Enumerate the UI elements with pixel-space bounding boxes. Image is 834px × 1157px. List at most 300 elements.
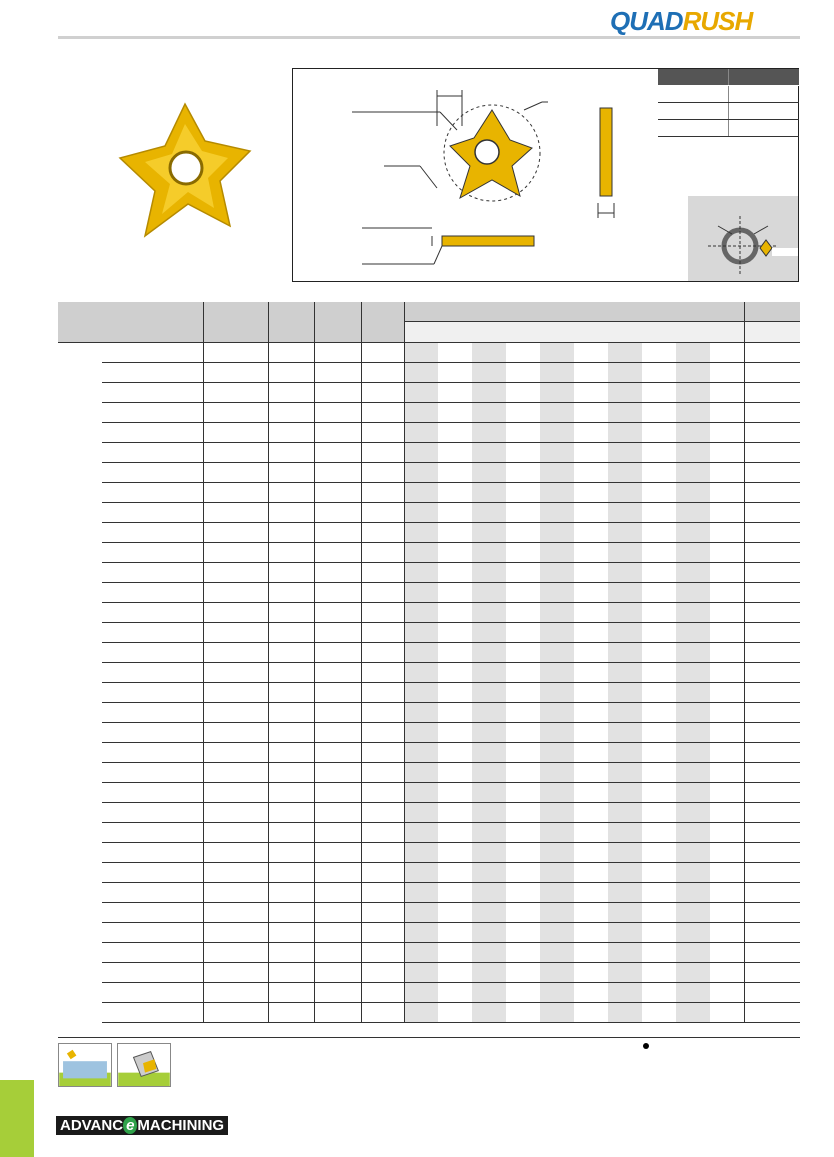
table-cell [574,503,608,523]
table-cell [314,703,361,723]
table-cell [58,863,102,883]
table-cell [102,623,203,643]
table-cell [608,943,642,963]
table-cell [102,563,203,583]
table-cell [676,783,710,803]
table-cell [744,1003,800,1023]
table-row [58,703,800,723]
table-cell [710,863,744,883]
table-cell [608,403,642,423]
table-cell [676,503,710,523]
table-cell [58,923,102,943]
table-cell [404,903,438,923]
table-row [58,903,800,923]
table-cell [361,483,404,503]
table-cell [574,763,608,783]
table-cell [608,883,642,903]
table-cell [58,843,102,863]
table-cell [361,923,404,943]
table-cell [102,443,203,463]
table-row [58,863,800,883]
table-cell [472,763,506,783]
table-cell [506,503,540,523]
table-cell [608,443,642,463]
table-cell [203,743,268,763]
grade-subheader [404,322,744,343]
table-cell [268,503,314,523]
table-cell [58,823,102,843]
table-cell [102,723,203,743]
table-cell [203,763,268,783]
table-cell [642,923,676,943]
table-cell [361,703,404,723]
table-cell [268,423,314,443]
table-cell [710,663,744,683]
table-cell [404,843,438,863]
table-cell [710,683,744,703]
table-cell [472,383,506,403]
table-cell [102,923,203,943]
table-cell [574,423,608,443]
table-cell [540,803,574,823]
table-cell [472,803,506,823]
table-cell [314,883,361,903]
table-cell [710,403,744,423]
table-cell [540,783,574,803]
table-cell [676,923,710,943]
table-cell [744,783,800,803]
table-cell [438,443,472,463]
table-cell [472,923,506,943]
table-cell [540,583,574,603]
table-cell [361,443,404,463]
table-cell [268,883,314,903]
table-cell [203,363,268,383]
table-row [58,923,800,943]
table-cell [438,823,472,843]
table-cell [404,483,438,503]
table-cell [642,843,676,863]
table-cell [472,663,506,683]
table-cell [608,423,642,443]
table-cell [268,643,314,663]
table-cell [540,743,574,763]
table-cell [608,823,642,843]
table-cell [472,783,506,803]
table-cell [744,443,800,463]
table-cell [744,723,800,743]
table-cell [710,623,744,643]
table-cell [676,963,710,983]
table-cell [58,403,102,423]
table-cell [506,623,540,643]
table-cell [314,583,361,603]
table-cell [744,603,800,623]
table-cell [472,883,506,903]
table-cell [608,1003,642,1023]
table-cell [540,363,574,383]
table-cell [438,683,472,703]
table-cell [203,663,268,683]
table-cell [676,383,710,403]
table-cell [404,463,438,483]
table-cell [676,763,710,783]
table-row [58,523,800,543]
table-cell [574,903,608,923]
table-cell [102,703,203,723]
table-cell [472,423,506,443]
table-cell [58,363,102,383]
table-cell [203,903,268,923]
table-cell [540,423,574,443]
table-cell [438,503,472,523]
table-cell [438,463,472,483]
table-cell [676,843,710,863]
table-cell [574,583,608,603]
table-cell [540,483,574,503]
table-cell [404,443,438,463]
table-cell [268,403,314,423]
table-cell [314,683,361,703]
table-cell [314,343,361,363]
table-cell [203,963,268,983]
table-cell [404,543,438,563]
table-cell [710,343,744,363]
spec-table-header-row [658,69,799,86]
table-cell [404,643,438,663]
table-cell [574,403,608,423]
table-cell [574,383,608,403]
table-cell [314,603,361,623]
table-cell [608,963,642,983]
table-cell [404,503,438,523]
table-cell [203,643,268,663]
table-row [58,683,800,703]
table-cell [472,943,506,963]
table-cell [361,523,404,543]
advance-machining-logo: ADVANC e MACHINING [56,1116,228,1135]
table-cell [744,843,800,863]
table-cell [506,823,540,843]
table-cell [642,823,676,843]
spec-table-cell [658,69,729,86]
table-cell [540,1003,574,1023]
table-cell [710,883,744,903]
table-cell [506,483,540,503]
table-cell [608,463,642,483]
table-cell [710,763,744,783]
table-cell [268,443,314,463]
table-cell [744,963,800,983]
table-cell [642,663,676,683]
table-cell [574,463,608,483]
table-cell [361,903,404,923]
table-cell [540,503,574,523]
table-cell [361,1003,404,1023]
table-cell [710,643,744,663]
table-cell [58,1003,102,1023]
table-cell [540,683,574,703]
table-row [58,943,800,963]
table-cell [540,763,574,783]
table-cell [361,763,404,783]
table-cell [608,743,642,763]
table-row [58,823,800,843]
table-cell [506,423,540,443]
table-row [58,563,800,583]
table-cell [676,423,710,443]
table-cell [506,663,540,683]
table-cell [314,943,361,963]
table-cell [438,383,472,403]
table-cell [676,663,710,683]
table-cell [710,543,744,563]
table-cell [314,903,361,923]
table-cell [404,943,438,963]
insert-product-photo [110,96,260,241]
table-row [58,963,800,983]
table-cell [710,603,744,623]
table-cell [608,683,642,703]
table-cell [710,803,744,823]
table-cell [58,583,102,603]
table-cell [676,983,710,1003]
table-cell [744,983,800,1003]
table-cell [58,963,102,983]
table-cell [540,963,574,983]
table-cell [314,743,361,763]
table-cell [608,663,642,683]
table-cell [676,1003,710,1023]
table-cell [438,983,472,1003]
table-cell [608,543,642,563]
table-row [58,503,800,523]
table-cell [268,1003,314,1023]
table-cell [574,443,608,463]
table-cell [744,423,800,443]
table-cell [314,983,361,1003]
table-cell [203,423,268,443]
table-cell [642,563,676,583]
table-cell [744,943,800,963]
table-cell [676,903,710,923]
table-cell [361,603,404,623]
table-cell [540,543,574,563]
table-cell [744,663,800,683]
table-cell [102,943,203,963]
table-cell [438,343,472,363]
table-cell [203,983,268,1003]
table-cell [404,803,438,823]
table-cell [744,623,800,643]
table-cell [710,703,744,723]
table-cell [574,823,608,843]
table-cell [404,683,438,703]
table-cell [642,723,676,743]
table-cell [472,503,506,523]
table-cell [314,443,361,463]
table-cell [574,943,608,963]
table-cell [744,763,800,783]
table-cell [361,963,404,983]
table-cell [676,563,710,583]
table-cell [608,863,642,883]
table-row [58,383,800,403]
table-cell [268,903,314,923]
table-cell [472,403,506,423]
table-cell [608,783,642,803]
table-cell [268,683,314,703]
table-cell [642,743,676,763]
table-cell [102,343,203,363]
header-divider [58,36,800,39]
table-cell [642,903,676,923]
table-cell [438,863,472,883]
table-cell [438,783,472,803]
table-cell [540,443,574,463]
table-cell [102,683,203,703]
table-cell [361,423,404,443]
table-cell [438,483,472,503]
table-cell [472,683,506,703]
table-cell [404,563,438,583]
table-cell [203,683,268,703]
table-cell [58,943,102,963]
table-cell [642,503,676,523]
table-row [58,1003,800,1023]
table-cell [102,783,203,803]
table-cell [540,863,574,883]
table-cell [438,703,472,723]
table-cell [540,603,574,623]
table-cell [608,903,642,923]
table-cell [540,943,574,963]
table-cell [472,543,506,563]
table-cell [676,803,710,823]
table-cell [404,963,438,983]
table-cell [540,623,574,643]
table-cell [608,583,642,603]
table-cell [608,503,642,523]
table-cell [676,403,710,423]
table-cell [676,683,710,703]
spec-table-cell [658,86,729,103]
table-cell [361,883,404,903]
table-cell [361,343,404,363]
table-cell [574,983,608,1003]
table-cell [744,863,800,883]
table-cell [102,543,203,563]
table-cell [574,963,608,983]
table-cell [268,543,314,563]
table-cell [268,563,314,583]
table-cell [438,943,472,963]
table-cell [268,763,314,783]
table-cell [642,363,676,383]
table-cell [574,343,608,363]
table-cell [438,743,472,763]
table-cell [506,603,540,623]
table-cell [744,563,800,583]
table-cell [58,703,102,723]
table-row [58,443,800,463]
table-cell [642,703,676,723]
table-cell [744,343,800,363]
table-cell [710,783,744,803]
table-row [58,663,800,683]
table-cell [102,1003,203,1023]
table-cell [361,403,404,423]
table-cell [438,843,472,863]
table-cell [314,623,361,643]
table-cell [203,483,268,503]
table-row [58,463,800,483]
table-cell [314,383,361,403]
table-cell [58,483,102,503]
table-cell [361,463,404,483]
table-row [58,403,800,423]
table-cell [642,443,676,463]
table-cell [676,343,710,363]
table-cell [744,463,800,483]
table-cell [58,623,102,643]
table-cell [203,463,268,483]
table-cell [744,483,800,503]
table-cell [506,583,540,603]
table-cell [314,423,361,443]
table-row [58,723,800,743]
table-cell [608,623,642,643]
table-cell [58,563,102,583]
table-cell [472,643,506,663]
table-cell [102,463,203,483]
table-cell [710,563,744,583]
table-cell [404,363,438,383]
table-cell [268,463,314,483]
table-cell [710,963,744,983]
table-cell [58,343,102,363]
table-cell [574,843,608,863]
table-cell [314,723,361,743]
table-cell [203,523,268,543]
table-cell [404,723,438,743]
spec-table-row [658,103,799,120]
table-cell [58,723,102,743]
table-cell [102,583,203,603]
table-cell [472,363,506,383]
spec-table-row [658,120,799,137]
table-cell [744,363,800,383]
table-cell [102,843,203,863]
table-cell [102,483,203,503]
table-cell [314,483,361,503]
table-cell [58,463,102,483]
quadrush-logo: QUADRUSH [610,6,753,36]
table-cell [203,703,268,723]
table-cell [506,683,540,703]
table-cell [710,723,744,743]
table-cell [314,963,361,983]
table-row [58,743,800,763]
table-cell [314,403,361,423]
table-cell [676,703,710,723]
table-cell [642,383,676,403]
table-cell [574,603,608,623]
table-cell [203,823,268,843]
manual-book-icon [117,1043,171,1087]
table-cell [506,983,540,1003]
table-cell [438,543,472,563]
